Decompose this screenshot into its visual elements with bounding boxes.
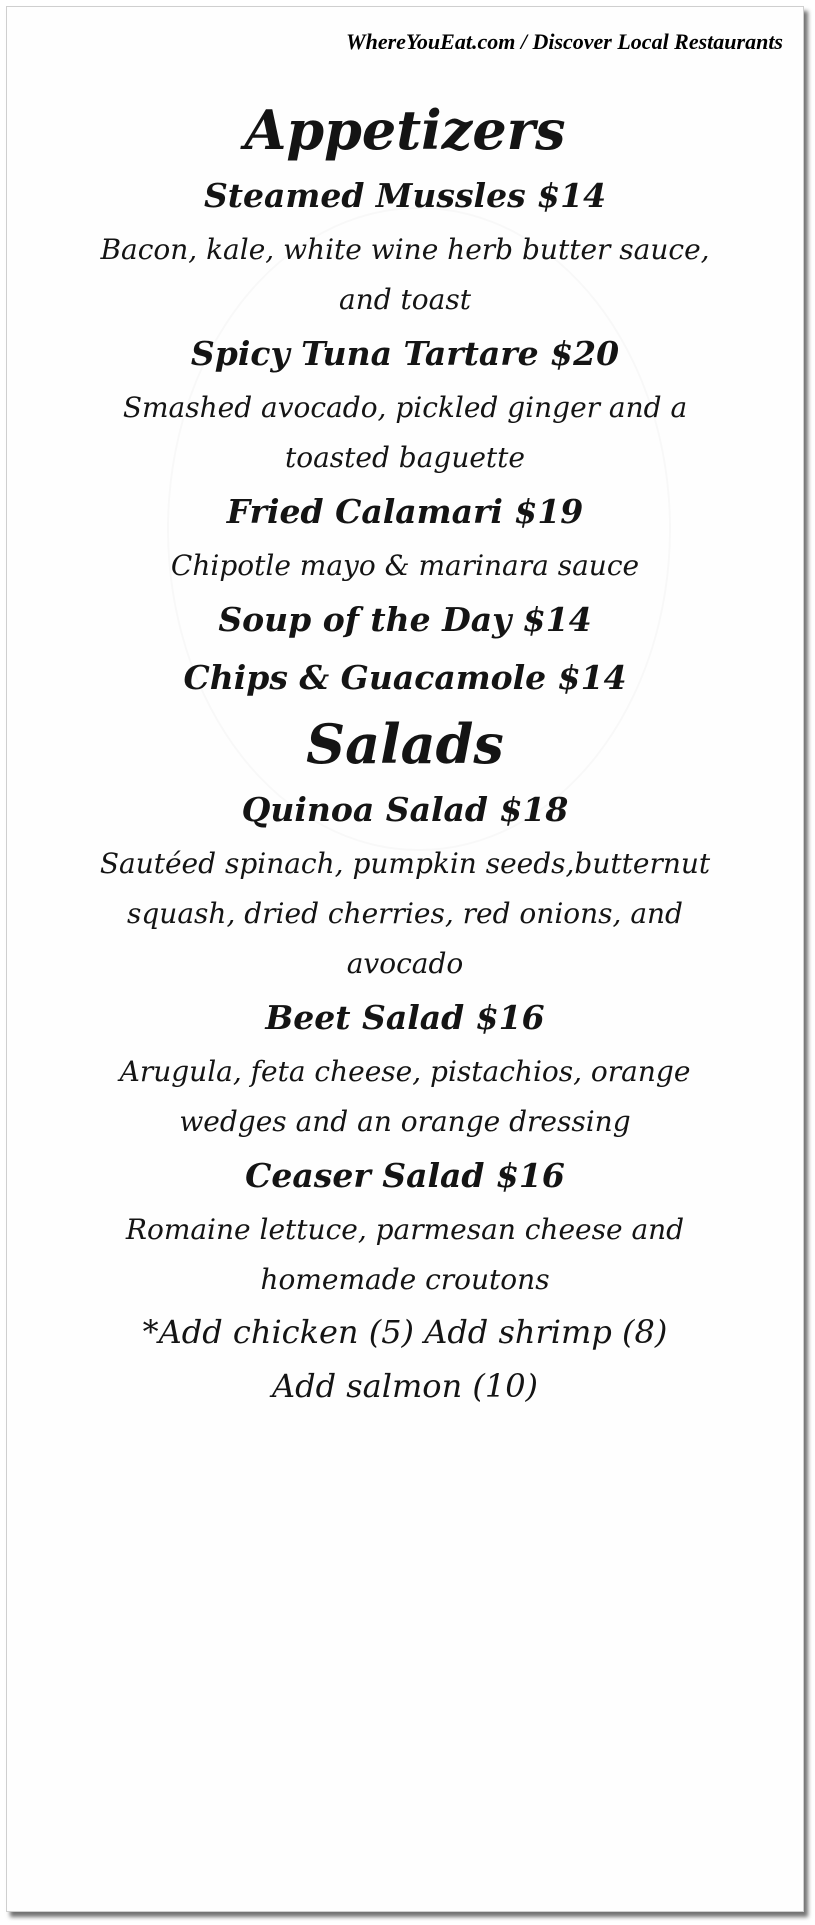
- menu-item-name: Steamed Mussles $14: [203, 176, 607, 215]
- section-title-salads: Salads: [306, 712, 504, 776]
- menu-item-description: wedges and an orange dressing: [179, 1105, 631, 1138]
- menu-item-name: Chips & Guacamole $14: [183, 658, 627, 697]
- menu-content: [7, 93, 803, 1413]
- menu-item-description: squash, dried cherries, red onions, and: [127, 897, 683, 930]
- menu-item-description: Chipotle mayo & marinara sauce: [170, 549, 640, 582]
- protein-addon-note: Add salmon (10): [271, 1367, 539, 1405]
- menu-item-description: Sautéed spinach, pumpkin seeds,butternut: [99, 847, 711, 880]
- menu-item-name: Quinoa Salad $18: [241, 790, 569, 829]
- menu-item-name: Ceaser Salad $16: [245, 1156, 565, 1195]
- menu-item-name: Fried Calamari $19: [226, 492, 584, 531]
- menu-page: [6, 6, 804, 1912]
- menu-item-name: Soup of the Day $14: [218, 600, 592, 639]
- menu-item-description: Arugula, feta cheese, pistachios, orange: [119, 1055, 691, 1088]
- menu-item-description: Romaine lettuce, parmesan cheese and: [125, 1213, 685, 1246]
- menu-item-description: homemade croutons: [260, 1263, 550, 1296]
- menu-item-description: and toast: [339, 283, 471, 316]
- menu-item-name: Beet Salad $16: [265, 998, 545, 1037]
- menu-item-name: Spicy Tuna Tartare $20: [190, 334, 620, 373]
- menu-item-description: avocado: [346, 947, 464, 980]
- menu-item-description: Smashed avocado, pickled ginger and a: [122, 391, 688, 424]
- protein-addon-note: *Add chicken (5) Add shrimp (8): [142, 1313, 668, 1351]
- section-title-appetizers: Appetizers: [244, 98, 566, 162]
- menu-item-description: toasted baguette: [284, 441, 526, 474]
- menu-item-description: Bacon, kale, white wine herb butter sauce,: [100, 233, 710, 266]
- site-header: WhereYouEat.com / Discover Local Restaurants: [346, 29, 783, 54]
